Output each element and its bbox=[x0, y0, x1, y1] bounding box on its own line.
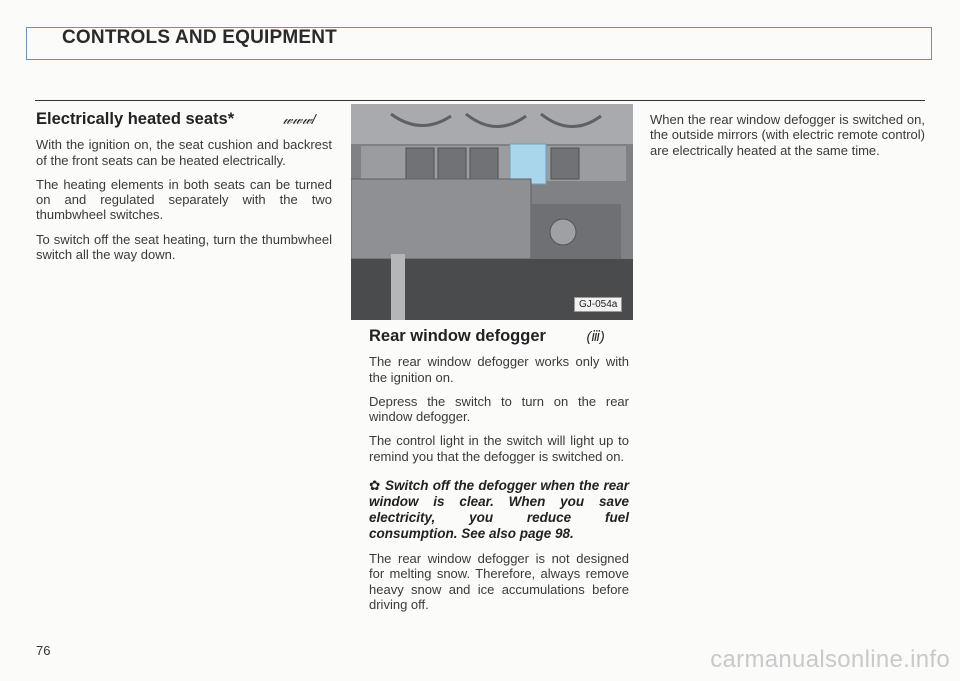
defogger-paragraph: The rear window defogger works only with the ignition on. bbox=[369, 354, 629, 385]
seats-paragraph: With the ignition on, the seat cushion and backrest of the front seats can be heated electrically. bbox=[36, 137, 332, 168]
defogger-switch bbox=[510, 144, 546, 184]
defogger-icon: (⁠⁠⁠ⅲ) bbox=[586, 328, 605, 344]
page-title: CONTROLS AND EQUIPMENT bbox=[62, 27, 337, 48]
vent-panel bbox=[351, 104, 633, 144]
glovebox-lid bbox=[351, 179, 531, 259]
defogger-paragraph: The control light in the switch will light up to remind you that the defogger is switched on. bbox=[369, 433, 629, 464]
mirror-paragraph: When the rear window defogger is switched on, the outside mirrors (with electric remote control) are electrically heated at the same time. bbox=[650, 112, 925, 158]
seat-heat-icon: 𝓌𝓌𝓌/ bbox=[282, 111, 316, 127]
seats-heading bbox=[36, 112, 332, 127]
right-column bbox=[650, 112, 925, 167]
page-number: 76 bbox=[36, 643, 51, 658]
defogger-paragraph: The rear window defogger is not designed for melting snow. Therefore, always remove heavy snow and ice accumulations before driving off. bbox=[369, 551, 629, 612]
defogger-heading-text: Rear window defogger bbox=[369, 327, 546, 345]
section-divider bbox=[35, 100, 925, 101]
socket-cap bbox=[550, 219, 576, 245]
fuel-saving-note bbox=[369, 478, 629, 542]
seats-paragraph: To switch off the seat heating, turn the thumbwheel switch all the way down. bbox=[36, 231, 332, 263]
switch bbox=[438, 148, 466, 179]
dashboard-switch-photo bbox=[351, 104, 633, 320]
switch bbox=[406, 148, 434, 179]
bracket bbox=[391, 254, 405, 320]
fuel-saving-text: Switch off the defogger when the rear window is clear. When you save electricity, you reduce fuel consumption. See also page 98. bbox=[369, 478, 630, 542]
defogger-paragraph: Depress the switch to turn on the rear window defogger. bbox=[369, 393, 629, 425]
seats-heading-text: Electrically heated seats* bbox=[36, 110, 235, 128]
watermark: carmanualsonline.info bbox=[710, 646, 950, 673]
seats-paragraph: The heating elements in both seats can be turned on and regulated separately with the two thumbwheel switches. bbox=[36, 176, 332, 223]
left-column bbox=[36, 112, 332, 271]
middle-column bbox=[369, 329, 629, 621]
defogger-heading bbox=[369, 329, 629, 344]
switch bbox=[551, 148, 579, 179]
environment-icon: ✿ bbox=[369, 478, 385, 494]
figure-label: GJ-054a bbox=[574, 297, 622, 312]
switch bbox=[470, 148, 498, 179]
